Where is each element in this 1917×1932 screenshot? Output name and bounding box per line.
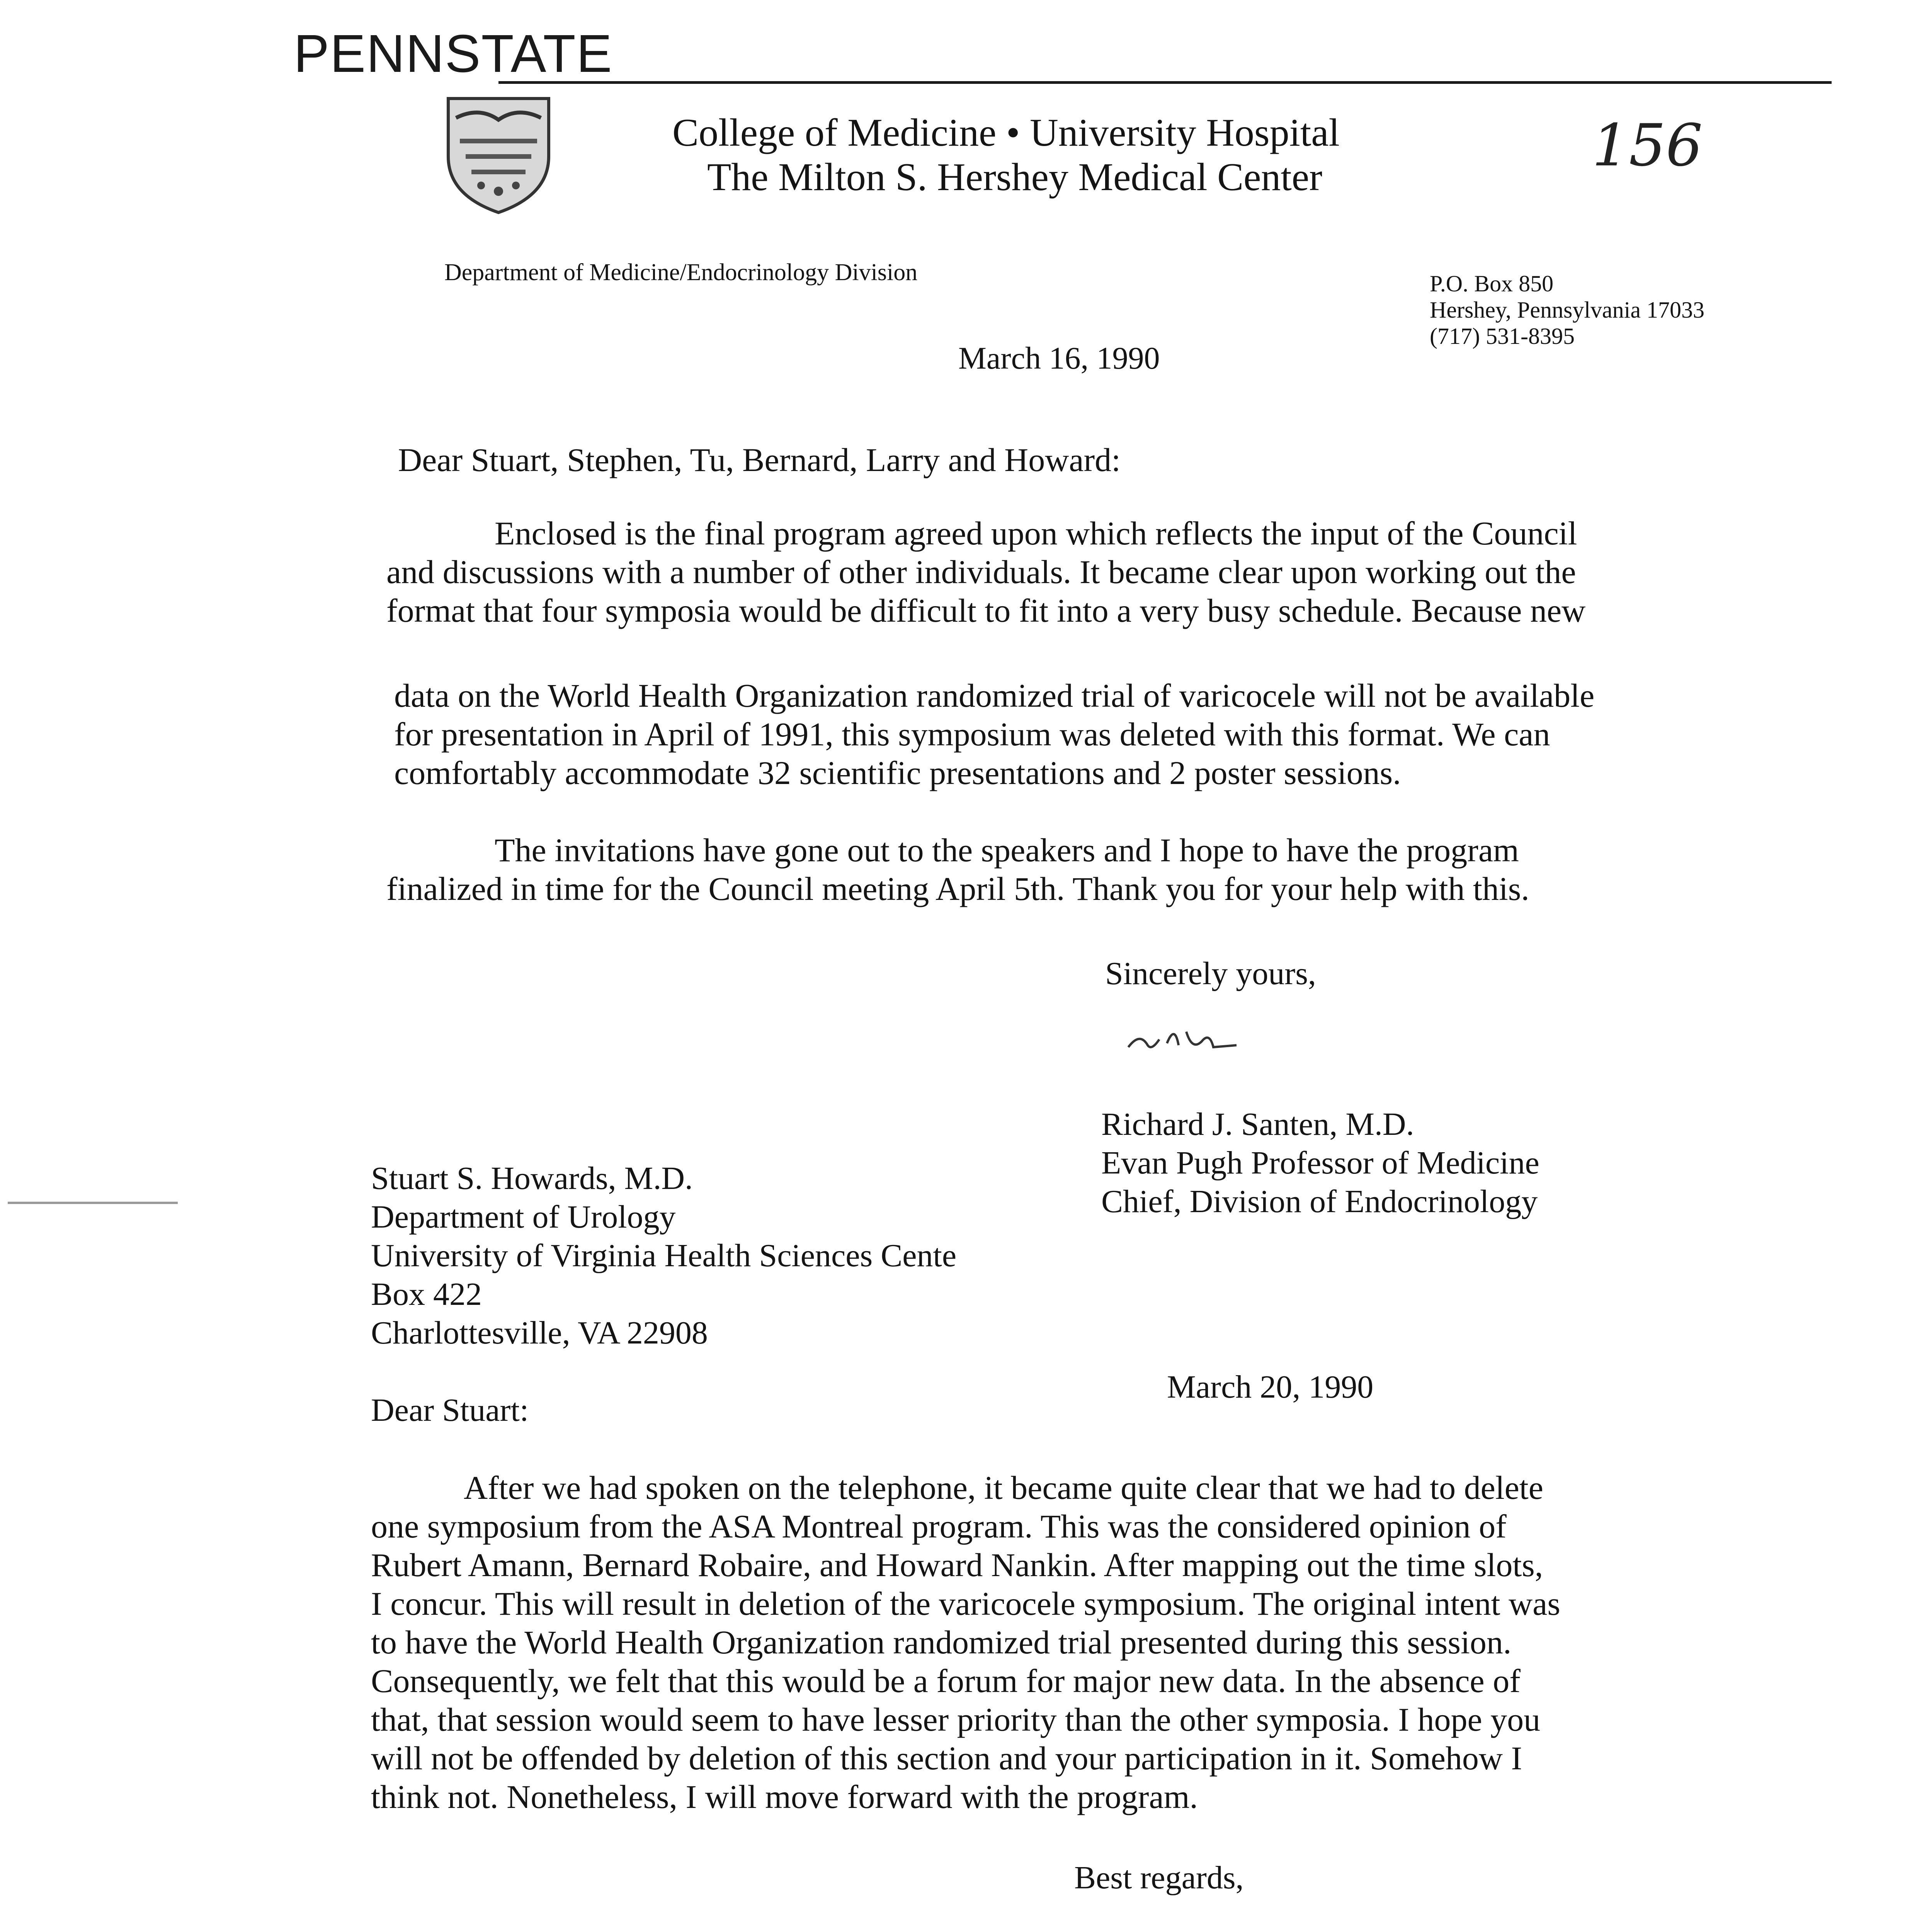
text-line: data on the World Health Organization randomized trial of varicocele will not be available — [394, 677, 1595, 714]
signer-title: Evan Pugh Professor of Medicine — [1101, 1145, 1539, 1181]
letter1-salutation: Dear Stuart, Stephen, Tu, Bernard, Larry and Howard: — [398, 441, 1121, 478]
letter1-closing: Sincerely yours, — [1105, 956, 1316, 992]
letter1-date: March 16, 1990 — [958, 340, 1160, 376]
text-line: The invitations have gone out to the speakers and I hope to have the program — [495, 832, 1519, 869]
text-line: one symposium from the ASA Montreal program. This was the considered opinion of — [371, 1508, 1507, 1545]
address-line: University of Virginia Health Sciences Cente — [371, 1238, 957, 1274]
return-address — [1430, 270, 1704, 349]
address-line: Department of Urology — [371, 1199, 676, 1235]
letter2-recipient-address — [371, 1159, 956, 1352]
university-seal-icon — [444, 91, 553, 214]
pennstate-wordmark: PENNSTATE — [294, 24, 613, 83]
signer-name: Richard J. Santen, M.D. — [1101, 1106, 1414, 1142]
signature-icon — [1121, 1009, 1267, 1066]
letter1-paragraph-2 — [394, 676, 1594, 792]
text-line: Rubert Amann, Bernard Robaire, and Howard Nankin. After mapping out the time slots, — [371, 1546, 1543, 1583]
text-line: comfortably accommodate 32 scientific presentations and 2 poster sessions. — [394, 754, 1401, 791]
letter1-paragraph-3 — [386, 831, 1529, 908]
address-line: Charlottesville, VA 22908 — [371, 1315, 708, 1351]
address-line: Stuart S. Howards, M.D. — [371, 1160, 693, 1196]
college-line-1: College of Medicine • University Hospital — [672, 111, 1340, 155]
address-line: Hershey, Pennsylvania 17033 — [1430, 297, 1704, 323]
letter2-salutation: Dear Stuart: — [371, 1392, 529, 1428]
letter2-body — [371, 1468, 1560, 1816]
text-line: Consequently, we felt that this would be a forum for major new data. In the absence of — [371, 1662, 1521, 1699]
text-line: think not. Nonetheless, I will move forward with the program. — [371, 1778, 1198, 1815]
text-line: and discussions with a number of other individuals. It became clear upon working out the — [386, 553, 1576, 590]
signer-title: Chief, Division of Endocrinology — [1101, 1184, 1538, 1219]
college-line-2: The Milton S. Hershey Medical Center — [707, 155, 1322, 199]
signature-icon — [1109, 1924, 1256, 1932]
address-line: P.O. Box 850 — [1430, 271, 1554, 296]
scan-speck — [8, 1202, 178, 1204]
letter1-paragraph-1 — [386, 514, 1585, 630]
text-line: format that four symposia would be difficult to fit into a very busy schedule. Because new — [386, 592, 1586, 629]
text-line: that, that session would seem to have lesser priority than the other symposia. I hope you — [371, 1701, 1541, 1738]
text-line: will not be offended by deletion of this section and your participation in it. Somehow I — [371, 1740, 1522, 1777]
handwritten-number: 156 — [1592, 112, 1703, 179]
department-line: Department of Medicine/Endocrinology Division — [444, 259, 918, 286]
text-line: finalized in time for the Council meeting April 5th. Thank you for your help with this. — [386, 870, 1529, 907]
letterhead-rule — [498, 81, 1832, 84]
address-line: Box 422 — [371, 1276, 482, 1312]
text-line: to have the World Health Organization randomized trial presented during this session. — [371, 1624, 1512, 1661]
address-line: (717) 531-8395 — [1430, 323, 1575, 349]
text-line: for presentation in April of 1991, this symposium was deleted with this format. We can — [394, 716, 1550, 753]
text-line: After we had spoken on the telephone, it became quite clear that we had to delete — [464, 1469, 1543, 1506]
letter2-date: March 20, 1990 — [1167, 1369, 1374, 1405]
text-line: I concur. This will result in deletion of the varicocele symposium. The original intent was — [371, 1585, 1560, 1622]
letter2-closing: Best regards, — [1074, 1860, 1244, 1896]
letter1-signer-block — [1101, 1105, 1539, 1221]
text-line: Enclosed is the final program agreed upon which reflects the input of the Council — [495, 515, 1577, 552]
